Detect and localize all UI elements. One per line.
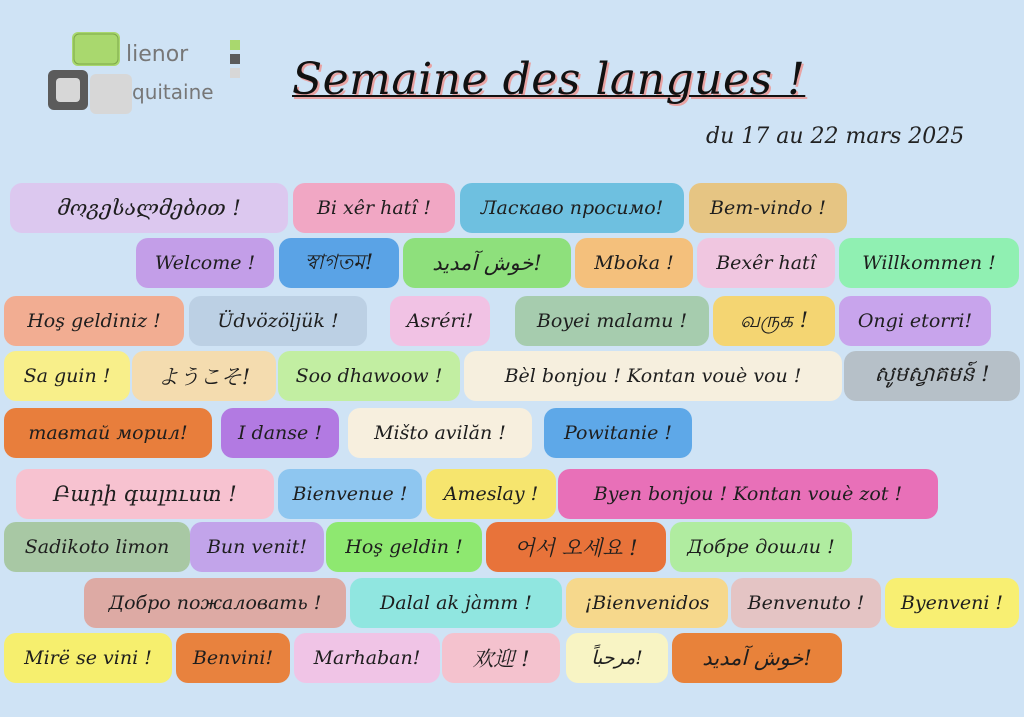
greeting-chip: خوش آمدید! bbox=[403, 238, 571, 288]
greeting-chip: I danse ! bbox=[221, 408, 339, 458]
greeting-chip: Powitanie ! bbox=[544, 408, 692, 458]
greeting-chip: ¡Bienvenidos bbox=[566, 578, 728, 628]
greeting-chip: Byen bonjou ! Kontan vouè zot ! bbox=[558, 469, 938, 519]
greeting-chip: 어서 오세요 ! bbox=[486, 522, 666, 572]
greeting-chip: Benvenuto ! bbox=[731, 578, 881, 628]
aliénor-aquitaine-logo bbox=[44, 30, 264, 120]
greeting-chip: Mišto avilăn ! bbox=[348, 408, 532, 458]
page-title: Semaine des langues ! bbox=[292, 54, 806, 105]
greeting-chip: Bi xêr hatî ! bbox=[293, 183, 455, 233]
greeting-chip: Mboka ! bbox=[575, 238, 693, 288]
greeting-chip: Boyei malamu ! bbox=[515, 296, 709, 346]
greeting-chip: Добро пожаловать ! bbox=[84, 578, 346, 628]
greeting-chip: Bem-vindo ! bbox=[689, 183, 847, 233]
date-subtitle: du 17 au 22 mars 2025 bbox=[706, 124, 965, 149]
logo-text-line1: lienor bbox=[126, 42, 189, 67]
greeting-chip: Sadikoto limon bbox=[4, 522, 190, 572]
greeting-chip: Byenveni ! bbox=[885, 578, 1019, 628]
greeting-chip: Bexêr hatî bbox=[697, 238, 835, 288]
greeting-chip: მოგესალმებით ! bbox=[10, 183, 288, 233]
greeting-chip: សូមស្វាគមន៍ ! bbox=[844, 351, 1020, 401]
greeting-chip: Üdvözöljük ! bbox=[189, 296, 367, 346]
greeting-chip: Hoş geldin ! bbox=[326, 522, 482, 572]
greeting-chip: Bèl bonjou ! Kontan vouè vou ! bbox=[464, 351, 842, 401]
greeting-chip: Soo dhawoow ! bbox=[278, 351, 460, 401]
greeting-chip: Ameslay ! bbox=[426, 469, 556, 519]
greeting-chip: Bienvenue ! bbox=[278, 469, 422, 519]
greeting-chip: Ласкаво просимо! bbox=[460, 183, 684, 233]
greeting-chip: Sa guin ! bbox=[4, 351, 130, 401]
greeting-chip: مرحباً! bbox=[566, 633, 668, 683]
greeting-chip: Mirë se vini ! bbox=[4, 633, 172, 683]
logo-text-line2: quitaine bbox=[132, 80, 214, 104]
greeting-chip: Welcome ! bbox=[136, 238, 274, 288]
greeting-chip: خوش آمدید! bbox=[672, 633, 842, 683]
greeting-chip: тавтай морил! bbox=[4, 408, 212, 458]
greeting-chip: வருக ! bbox=[713, 296, 835, 346]
greeting-chip: Dalal ak jàmm ! bbox=[350, 578, 562, 628]
greeting-chip: Benvini! bbox=[176, 633, 290, 683]
greeting-chip: Ongi etorri! bbox=[839, 296, 991, 346]
greeting-chip: Marhaban! bbox=[294, 633, 440, 683]
greeting-chip: 欢迎 ! bbox=[442, 633, 560, 683]
greeting-chip: Добре дошли ! bbox=[670, 522, 852, 572]
greeting-chip: Willkommen ! bbox=[839, 238, 1019, 288]
greeting-chip: Hoş geldiniz ! bbox=[4, 296, 184, 346]
greeting-chip: Asréri! bbox=[390, 296, 490, 346]
greeting-chip: Բարի գալուստ ! bbox=[16, 469, 274, 519]
greeting-chip: Bun venit! bbox=[190, 522, 324, 572]
greeting-chip: স্বাগতম! bbox=[279, 238, 399, 288]
greeting-chip: ようこそ! bbox=[132, 351, 276, 401]
